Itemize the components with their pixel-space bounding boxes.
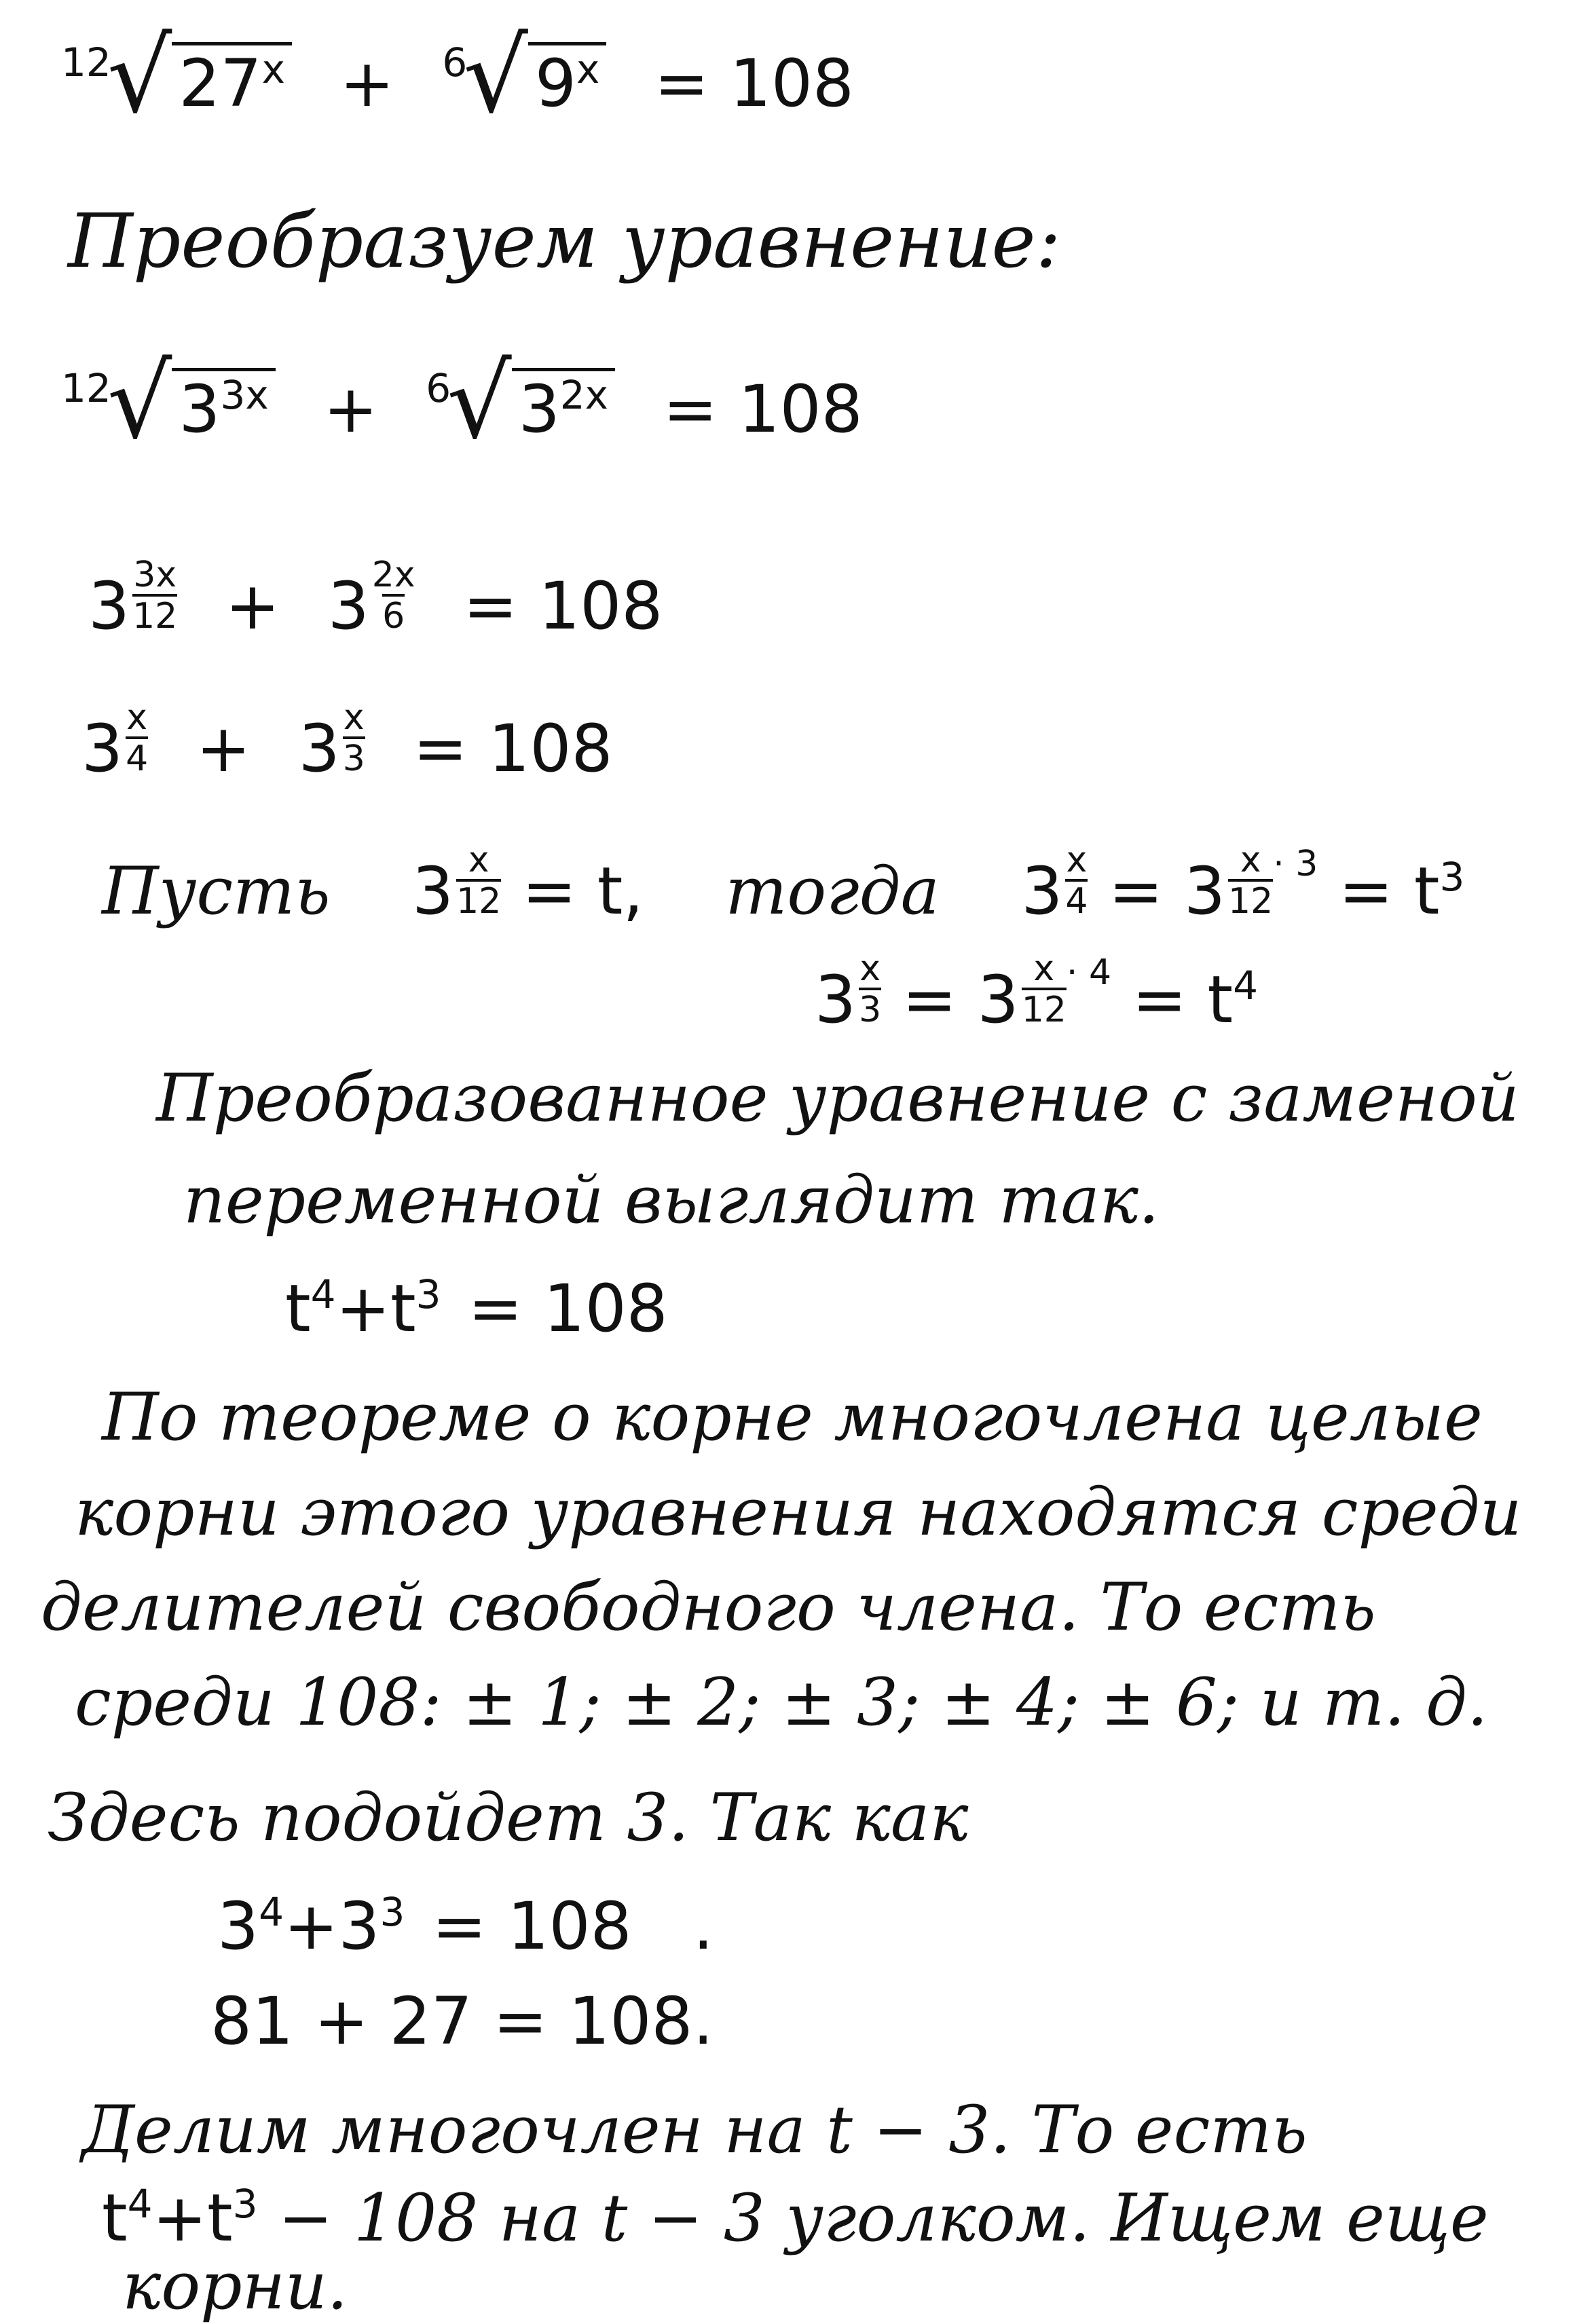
equation-fractional-exponents: 3 $\frac{3x}{12}$ + 3 $\frac{2x}{6}$ = 108 xyxy=(88,555,663,644)
radical-sign: √ xyxy=(107,343,172,462)
text-divide-2: $t^4+t^3 - 108$ на t − 3 уголком. Ищем еще xyxy=(102,2180,1489,2256)
radicand-9x: 9$^x$ xyxy=(528,42,606,121)
equation-powers-of-3: $^{12}$√ $3^{3x} + ^6√$ $3^{2x} = 108$ xyxy=(61,343,863,462)
text-divide-3: корни. xyxy=(122,2248,348,2324)
radical-sign: √ xyxy=(463,18,528,136)
radical-sign: √ xyxy=(107,18,172,136)
substitution-line-2: 3 $\frac{x}{3}$ = 3 $\frac{x}{12}$ $^{\cdot 4} = t^4$ xyxy=(815,948,1259,1038)
text-transform: Преобразуем уравнение: xyxy=(68,198,1061,284)
check-line-1: $3^4+3^3 = 108$ . xyxy=(217,1888,714,1964)
plus-sign: + xyxy=(339,45,394,121)
root-index-12: 12 xyxy=(61,39,111,86)
text-theorem-3: делителей свободного члена. То есть xyxy=(41,1569,1376,1645)
text-fits: Здесь подойдет 3. Так как xyxy=(48,1780,969,1856)
substitution-line-1: Пусть 3 $\frac{x}{12}$ = t, тогда 3 $\frac{x}{4}$ = 3 $\frac{x}{12}$ $^{\cdot 3} = t^3$ xyxy=(102,840,1465,929)
radical-sign: √ xyxy=(447,343,512,462)
original-equation xyxy=(61,18,854,136)
radicand-27x: 27$^x$ xyxy=(172,42,291,121)
root-index-6: 6 xyxy=(442,39,468,86)
equation-simplified: 3 $\frac{x}{4}$ + 3 $\frac{x}{3}$ = 108 xyxy=(81,697,613,787)
text-theorem-2: корни этого уравнения находятся среди xyxy=(75,1474,1522,1550)
text-divide-1: Делим многочлен на t − 3. То есть xyxy=(81,2092,1308,2168)
rhs-108: = 108 xyxy=(654,45,854,121)
text-new-equation-1: Преобразованное уравнение с заменой xyxy=(156,1060,1519,1136)
check-line-2: 81 + 27 = 108. xyxy=(210,1983,714,2059)
text-new-equation-2: переменной выглядит так. xyxy=(183,1162,1160,1238)
equation-in-t: $t^4+t^3 = 108$ xyxy=(285,1271,668,1347)
text-theorem-1: По теореме о корне многочлена целые xyxy=(102,1379,1483,1455)
text-theorem-4: среди 108: ± 1; ± 2; ± 3; ± 4; ± 6; и т. д. xyxy=(75,1664,1488,1740)
